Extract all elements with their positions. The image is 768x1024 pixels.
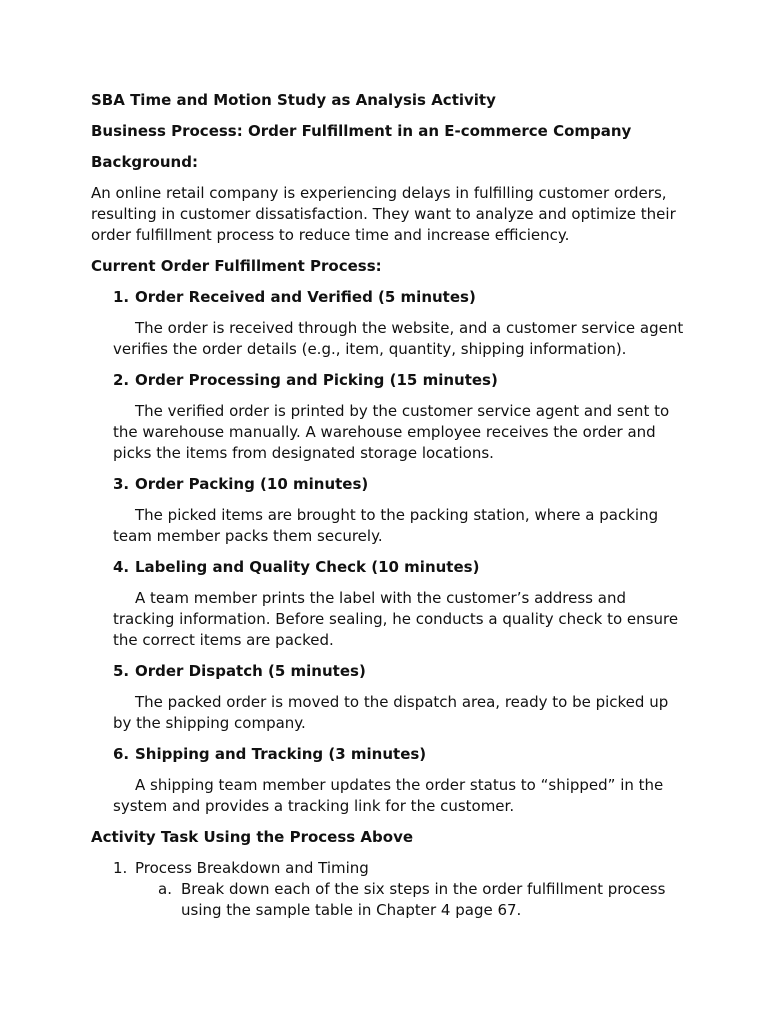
step-title-text: Order Packing (10 minutes) <box>135 475 369 493</box>
background-paragraph: An online retail company is experiencing delays in fulfilling customer orders, resulting in customer dissatisfaction. They want to analyze and optimize their order fulfillment process to reduce time and increase efficiency. <box>91 184 676 244</box>
step-description <box>113 588 691 651</box>
process-step-5 <box>113 661 691 734</box>
step-description-text: The order is received through the website, and a customer service agent verifies the order details (e.g., item, quantity, shipping information). <box>113 319 684 358</box>
step-description-text: The picked items are brought to the packing station, where a packing team member packs them securely. <box>113 506 659 545</box>
step-title <box>113 661 691 682</box>
task-number: 1. <box>113 859 128 877</box>
document-content <box>91 90 691 921</box>
step-number: 4. <box>113 558 130 576</box>
subitem-text: Break down each of the six steps in the order fulfillment process using the sample table in Chapter 4 page 67. <box>181 880 666 919</box>
activity-task-list <box>113 858 691 879</box>
step-title-text: Order Dispatch (5 minutes) <box>135 662 366 680</box>
process-step-6 <box>113 744 691 817</box>
process-step-1 <box>113 287 691 360</box>
step-description <box>113 692 691 734</box>
step-title <box>113 370 691 391</box>
document-title: SBA Time and Motion Study as Analysis Activity <box>91 91 496 109</box>
step-title-text: Labeling and Quality Check (10 minutes) <box>135 558 480 576</box>
step-description-text: The verified order is printed by the customer service agent and sent to the warehouse manually. A warehouse employee receives the order and picks the items from designated storage locations. <box>113 402 670 462</box>
step-number: 1. <box>113 288 130 306</box>
step-title <box>113 557 691 578</box>
step-number: 5. <box>113 662 130 680</box>
step-number: 6. <box>113 745 130 763</box>
step-description-text: A shipping team member updates the order status to “shipped” in the system and provides a tracking link for the customer. <box>113 776 664 815</box>
task-label: Process Breakdown and Timing <box>135 859 369 877</box>
step-number: 2. <box>113 371 130 389</box>
step-title-text: Order Received and Verified (5 minutes) <box>135 288 476 306</box>
step-title-text: Shipping and Tracking (3 minutes) <box>135 745 427 763</box>
step-title <box>113 744 691 765</box>
step-title <box>113 287 691 308</box>
step-description <box>113 505 691 547</box>
step-description <box>113 401 691 464</box>
task-subitem <box>158 879 691 921</box>
process-step-3 <box>113 474 691 547</box>
step-description <box>113 318 691 360</box>
step-description <box>113 775 691 817</box>
step-number: 3. <box>113 475 130 493</box>
process-step-2 <box>113 370 691 464</box>
background-heading: Background: <box>91 153 198 171</box>
subitem-letter: a. <box>158 880 172 898</box>
step-description-text: A team member prints the label with the customer’s address and tracking information. Before sealing, he conducts a quality check to ensure the correct items are packed. <box>113 589 679 649</box>
step-title <box>113 474 691 495</box>
step-title-text: Order Processing and Picking (15 minutes) <box>135 371 498 389</box>
business-process-heading: Business Process: Order Fulfillment in an E-commerce Company <box>91 122 632 140</box>
list-item <box>113 858 691 879</box>
step-description-text: The packed order is moved to the dispatch area, ready to be picked up by the shipping company. <box>113 693 669 732</box>
process-step-4 <box>113 557 691 651</box>
activity-heading: Activity Task Using the Process Above <box>91 828 414 846</box>
process-heading: Current Order Fulfillment Process: <box>91 257 382 275</box>
